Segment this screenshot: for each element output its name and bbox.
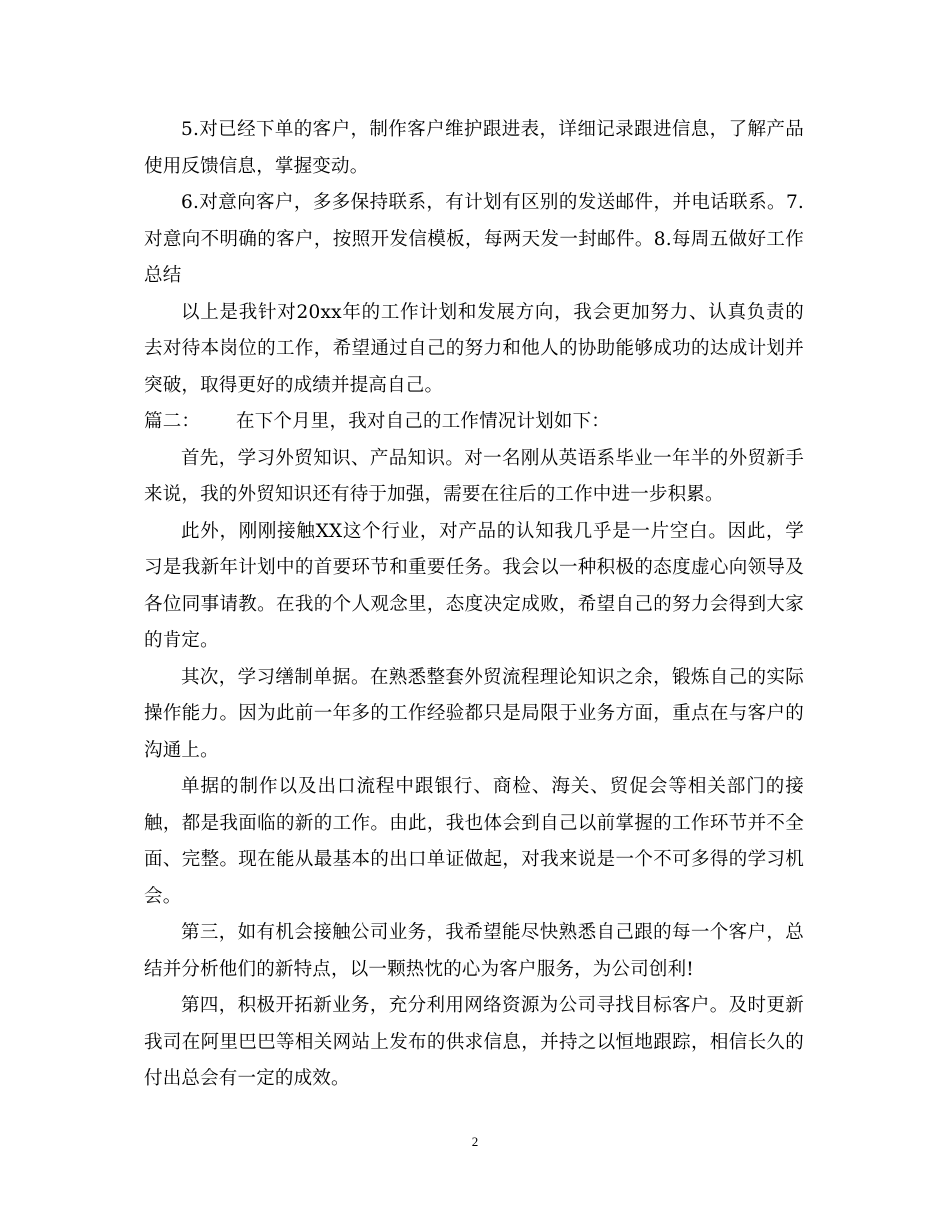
section-intro: 在下个月里，我对自己的工作情况计划如下： (236, 411, 611, 432)
paragraph-third: 第三，如有机会接触公司业务，我希望能尽快熟悉自己跟的每一个客户，总结并分析他们的新特点，以一颗热忱的心为客户服务，为公司创利! (144, 922, 804, 980)
document-body (144, 112, 804, 1098)
paragraph-second: 其次，学习缮制单据。在熟悉整套外贸流程理论知识之余，锻炼自己的实际操作能力。因为此前一年多的工作经验都只是局限于业务方面，重点在与客户的沟通上。 (144, 666, 804, 761)
paragraph-items-6-8: 6.对意向客户，多多保持联系，有计划有区别的发送邮件，并电话联系。7.对意向不明确的客户，按照开发信模板，每两天发一封邮件。8.每周五做好工作总结 (144, 192, 804, 286)
paragraph-item-5: 5.对已经下单的客户，制作客户维护跟进表，详细记录跟进信息，了解产品使用反馈信息，掌握变动。 (144, 119, 804, 177)
section-label: 篇二： (144, 411, 201, 432)
page-number: 2 (471, 1134, 479, 1149)
paragraph-fourth: 第四，积极开拓新业务，充分利用网络资源为公司寻找目标客户。及时更新我司在阿里巴巴等相关网站上发布的供求信息，并持之以恒地跟踪，相信长久的付出总会有一定的成效。 (144, 995, 804, 1089)
paragraph-besides: 此外，刚刚接触XX这个行业，对产品的认知我几乎是一片空白。因此，学习是我新年计划中的首要环节和重要任务。我会以一种积极的态度虚心向领导及各位同事请教。在我的个人观念里，态度决定成败，希望自己的努力会得到大家的肯定。 (144, 520, 804, 651)
paragraph-first: 首先，学习外贸知识、产品知识。对一名刚从英语系毕业一年半的外贸新手来说，我的外贸知识还有待于加强，需要在往后的工作中进一步积累。 (144, 447, 804, 505)
section-heading (144, 404, 804, 441)
paragraph-documents: 单据的制作以及出口流程中跟银行、商检、海关、贸促会等相关部门的接触，都是我面临的新的工作。由此，我也体会到自己以前掌握的工作环节并不全面、完整。现在能从最基本的出口单证做起，对我来说是一个不可多得的学习机会。 (144, 776, 804, 907)
paragraph-summary: 以上是我针对20xx年的工作计划和发展方向，我会更加努力、认真负责的去对待本岗位的工作，希望通过自己的努力和他人的协助能够成功的达成计划并突破，取得更好的成绩并提高自己。 (144, 301, 804, 396)
